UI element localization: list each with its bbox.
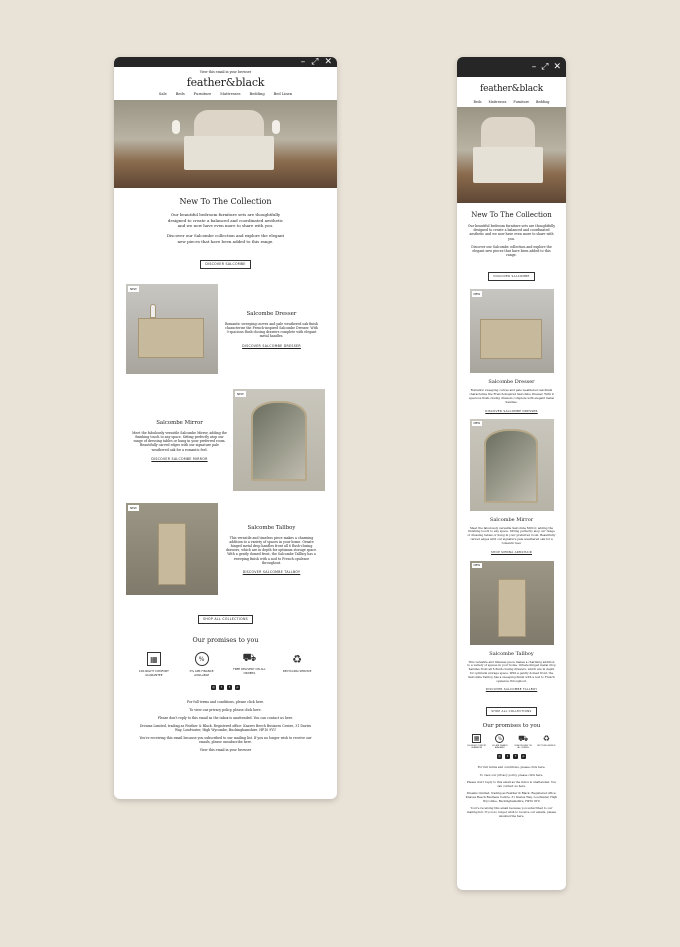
no-reply-notice: Please don't reply to this email as the inbox is unattended. You can contact us here.: [157, 715, 294, 720]
promises-row: [130, 652, 321, 677]
nav-item-beds[interactable]: Beds: [175, 92, 185, 97]
minimize-icon[interactable]: –: [531, 61, 537, 72]
new-badge: NEW: [237, 392, 244, 397]
close-icon[interactable]: ✕: [553, 61, 561, 72]
hero-image[interactable]: [457, 107, 566, 203]
discover-dresser-link[interactable]: DISCOVER SALCOMBE DRESSER: [242, 343, 301, 348]
product-title: Salcombe Mirror: [489, 516, 534, 523]
promise-label: FREE DELIVERY ON ALL ORDERS: [514, 745, 532, 750]
twitter-icon[interactable]: t: [220, 685, 223, 690]
minimize-icon[interactable]: –: [300, 57, 306, 67]
social-links: [114, 685, 337, 690]
facebook-icon[interactable]: f: [514, 754, 517, 759]
brand-logo[interactable]: feather&black: [186, 76, 265, 90]
unsubscribe-notice[interactable]: You're receiving this email because you subscribed to our mailing list. If you no longer wish to receive our emails, please unsubscribe here.: [466, 806, 557, 818]
privacy-link[interactable]: To view our privacy policy, please click here.: [189, 708, 262, 713]
product-description: This versatile and timeless piece makes a charming addition to a variety of spaces in your home. Ornate hinged metal drop handles front all 6 flush-closing drawers, which are in depth for optimum storage space. With a gently domed front, the Salcombe Tallboy has a sweeping finish with a nod to French opulence throughout.: [225, 535, 318, 565]
terms-link[interactable]: For full terms and conditions, please click here.: [186, 700, 265, 705]
finance-icon: %: [495, 734, 504, 743]
promise-label: RECYCLING SERVICE: [537, 745, 556, 748]
discover-tallboy-link[interactable]: DISCOVER SALCOMBE TALLBOY: [485, 687, 538, 692]
new-badge: NEW: [130, 506, 137, 511]
promise-label: RECYCLING SERVICE: [282, 669, 312, 674]
promise-label: FREE DELIVERY ON ALL ORDERS: [233, 667, 266, 676]
brand-logo[interactable]: feather&black: [480, 84, 543, 94]
facebook-icon[interactable]: f: [228, 685, 231, 690]
nav-item-mattresses[interactable]: Mattresses: [220, 92, 241, 97]
desktop-email-window: [114, 57, 337, 799]
product-title: Salcombe Tallboy: [247, 524, 296, 531]
discover-salcombe-button[interactable]: DISCOVER SALCOMBE: [488, 272, 534, 281]
company-info: Dreams Limited, trading as Feather & Black. Registered office: Knaves Beech Business Centre, 31 Davies Way, Loudwater, High Wycombe, Buckinghamshire, HP10 9YU: [139, 723, 312, 732]
company-info: Dreams Limited, trading as Feather & Black. Registered office: Knaves Beech Business Centre, 31 Davies Way, Loudwater, High Wycombe, Buckinghamshire, HP10 9YU: [465, 791, 558, 803]
promises-row: [465, 734, 558, 749]
discover-dresser-link[interactable]: DISCOVER SALCOMBE DRESSER: [485, 408, 538, 413]
nav-item-mattresses[interactable]: Mattresses: [488, 100, 507, 104]
intro-paragraph-1: Our beautiful bedroom furniture sets are thoughtfully designed to create a balanced and coordinated aesthetic and we now have even more to share with you.: [467, 224, 556, 241]
nav-item-bedding[interactable]: Bedding: [249, 92, 265, 97]
dresser-image[interactable]: [470, 289, 554, 373]
product-description: Romantic sweeping curves and pale weathered oak finish characterise the French-inspired Salcombe Dresser. With 9 spacious flush-closing drawers complete with elegant metal handles.: [224, 321, 319, 339]
window-titlebar: [457, 57, 566, 77]
product-mirror: [126, 389, 325, 491]
product-title: Salcombe Dresser: [246, 310, 297, 317]
promise-label: 100-NIGHT COMFORT GUARANTEE: [138, 669, 169, 678]
privacy-link[interactable]: To view our privacy policy, please click here.: [479, 772, 544, 777]
nav-item-beds[interactable]: Beds: [473, 100, 482, 104]
collection-title: New To The Collection: [471, 211, 552, 219]
shop-all-collections-button[interactable]: SHOP ALL COLLECTIONS: [486, 707, 536, 716]
close-icon[interactable]: ✕: [324, 57, 332, 67]
discover-salcombe-button[interactable]: DISCOVER SALCOMBE: [200, 260, 250, 269]
product-description: Romantic sweeping curves and pale weathered oak finish characterise the French-inspired Salcombe Dresser. With 9 spacious flush-closing drawers complete with elegant metal handles.: [469, 388, 554, 404]
delivery-truck-icon: ⛟: [518, 733, 529, 743]
promise-label: 100-NIGHT COMFORT GUARANTEE: [467, 745, 487, 750]
maximize-icon[interactable]: ⤢: [311, 57, 319, 67]
nav-item-bedding[interactable]: Bedding: [536, 100, 550, 104]
product-description: Meet the fabulously versatile Salcombe Mirror, adding the finishing touch to any space. Sitting perfectly atop our range of dressing tables or hung in your preferred room. Beautifully carved edges with our signature pale weathered oak for a romantic feel.: [132, 430, 227, 452]
tallboy-image[interactable]: [470, 561, 554, 645]
nav-item-furniture[interactable]: Furniture: [513, 100, 529, 104]
mirror-image[interactable]: [233, 389, 325, 491]
shop-armchair-link[interactable]: SHOP SIENNA ARMCHAIR: [490, 549, 533, 554]
recycling-icon: ♻: [542, 734, 550, 744]
twitter-icon[interactable]: t: [506, 754, 509, 759]
maximize-icon[interactable]: ⤢: [541, 61, 549, 72]
product-description: This versatile and timeless piece makes a charming addition to a variety of spaces in your home. Ornate hinged metal drop handles front all 6 flush-closing drawers, which are in depth for optimum storage space. With a gently domed front, the Salcombe Tallboy has a sweeping finish with a nod to French opulence throughout.: [467, 659, 556, 683]
mattress-trial-icon: ▦: [473, 735, 480, 743]
product-title: Salcombe Mirror: [156, 419, 203, 426]
new-badge: NEW: [473, 563, 481, 568]
collection-title: New To The Collection: [179, 197, 272, 207]
pinterest-icon[interactable]: p: [522, 754, 525, 759]
product-title: Salcombe Dresser: [488, 379, 535, 386]
promise-label: 0% APR FINANCE AVAILABLE: [189, 669, 214, 678]
recycling-icon: ♻: [292, 652, 303, 666]
pinterest-icon[interactable]: p: [236, 685, 239, 690]
dresser-image[interactable]: [126, 284, 218, 374]
intro-paragraph-2: Discover our Salcombe collection and explore the elegant new pieces that have been added to this range.: [471, 244, 552, 258]
unsubscribe-notice[interactable]: You're receiving this email because you subscribed to our mailing list. If you no longer wish to receive our emails, please unsubscribe here.: [139, 735, 312, 744]
mirror-image[interactable]: [470, 419, 554, 511]
hero-image[interactable]: [114, 100, 337, 188]
main-nav: [114, 92, 337, 98]
instagram-icon[interactable]: ◎: [212, 685, 215, 690]
mobile-email-window: [457, 57, 566, 890]
nav-item-furniture[interactable]: Furniture: [193, 92, 212, 97]
nav-item-sale[interactable]: Sale: [158, 92, 167, 97]
new-badge: NEW: [130, 287, 137, 292]
shop-all-collections-button[interactable]: SHOP ALL COLLECTIONS: [198, 615, 253, 624]
no-reply-notice: Please don't reply to this email as the inbox is unattended. You can contact us here.: [466, 780, 557, 788]
tallboy-image[interactable]: [126, 503, 218, 595]
new-badge: NEW: [473, 421, 481, 426]
view-in-browser-footer-link[interactable]: View this email in your browser: [199, 747, 252, 752]
mattress-trial-icon: ▦: [147, 652, 161, 666]
social-links: [457, 754, 566, 759]
instagram-icon[interactable]: ◎: [498, 754, 501, 759]
footer: [136, 700, 315, 752]
promise-label: 0% APR FINANCE AVAILABLE: [492, 745, 508, 750]
window-titlebar: [114, 57, 337, 67]
intro-paragraph-1: Our beautiful bedroom furniture sets are thoughtfully designed to create a balanced and coordinated aesthetic and we now have even more to share with you.: [167, 212, 284, 229]
terms-link[interactable]: For full terms and conditions, please click here.: [477, 765, 546, 770]
discover-tallboy-link[interactable]: DISCOVER SALCOMBE TALLBOY: [242, 569, 301, 574]
view-in-browser-link[interactable]: View this email in your browser: [199, 70, 252, 74]
product-description: Meet the fabulously versatile Salcombe Mirror, adding the finishing touch to any space. Sitting perfectly atop our range of dressing tables or hung in your preferred room. Beautifully carved edges with our signature pale weathered oak for a romantic feel.: [467, 525, 556, 545]
promises-title: Our promises to you: [192, 636, 259, 645]
main-nav: [457, 100, 566, 104]
finance-icon: %: [195, 652, 209, 666]
product-title: Salcombe Tallboy: [489, 650, 534, 657]
product-dresser: [126, 284, 325, 374]
intro-paragraph-2: Discover our Salcombe collection and explore the elegant new pieces that have been added to this range.: [166, 233, 285, 244]
delivery-truck-icon: ⛟: [242, 650, 257, 664]
footer: [465, 766, 558, 818]
product-tallboy: [126, 503, 325, 595]
new-badge: NEW: [473, 292, 481, 297]
discover-mirror-link[interactable]: DISCOVER SALCOMBE MIRROR: [151, 456, 208, 461]
promises-title: Our promises to you: [482, 723, 541, 730]
nav-item-bed-linen[interactable]: Bed Linen: [273, 92, 293, 97]
